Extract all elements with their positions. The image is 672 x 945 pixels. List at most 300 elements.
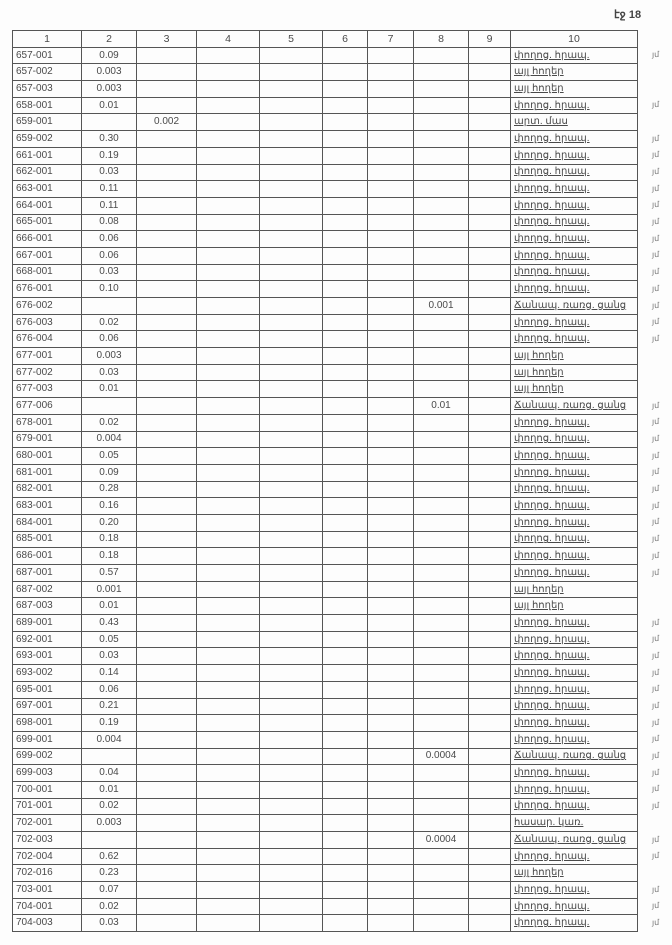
empty-cell xyxy=(323,114,368,131)
margin-mark: յմ xyxy=(652,333,660,343)
land-use: փողոց. հրապ. xyxy=(511,765,638,782)
empty-cell xyxy=(368,665,414,682)
empty-cell xyxy=(469,298,511,315)
empty-cell xyxy=(197,481,260,498)
empty-cell xyxy=(197,698,260,715)
area-col-3 xyxy=(137,47,197,64)
table-row xyxy=(13,131,638,148)
empty-cell xyxy=(197,81,260,98)
area-col-3 xyxy=(137,97,197,114)
empty-cell xyxy=(260,298,323,315)
area-col-8 xyxy=(414,281,469,298)
land-use: փողոց. հրապ. xyxy=(511,131,638,148)
empty-cell xyxy=(323,565,368,582)
empty-cell xyxy=(368,147,414,164)
table-row xyxy=(13,281,638,298)
empty-cell xyxy=(260,748,323,765)
area-col-3 xyxy=(137,915,197,932)
table-row xyxy=(13,531,638,548)
empty-cell xyxy=(323,865,368,882)
empty-cell xyxy=(469,715,511,732)
parcel-code: 693-002 xyxy=(13,665,82,682)
land-use: փողոց. հրապ. xyxy=(511,481,638,498)
area-col-8 xyxy=(414,598,469,615)
margin-mark: յմ xyxy=(652,50,660,60)
column-header: 2 xyxy=(82,31,137,48)
empty-cell xyxy=(260,364,323,381)
area-col-8 xyxy=(414,114,469,131)
empty-cell xyxy=(260,898,323,915)
empty-cell xyxy=(197,114,260,131)
area-col-3 xyxy=(137,231,197,248)
area-col-2: 0.01 xyxy=(82,781,137,798)
land-use: այլ հողեր xyxy=(511,598,638,615)
area-col-3 xyxy=(137,181,197,198)
area-col-2: 0.003 xyxy=(82,81,137,98)
land-use: հասար. կառ. xyxy=(511,815,638,832)
empty-cell xyxy=(368,231,414,248)
empty-cell xyxy=(323,748,368,765)
table-row xyxy=(13,314,638,331)
empty-cell xyxy=(197,448,260,465)
empty-cell xyxy=(197,915,260,932)
margin-mark: յմ xyxy=(652,133,660,143)
land-use: փողոց. հրապ. xyxy=(511,731,638,748)
area-col-3 xyxy=(137,731,197,748)
area-col-2: 0.10 xyxy=(82,281,137,298)
parcel-code: 658-001 xyxy=(13,97,82,114)
empty-cell xyxy=(368,631,414,648)
empty-cell xyxy=(368,164,414,181)
parcel-code: 677-001 xyxy=(13,348,82,365)
area-col-8 xyxy=(414,197,469,214)
empty-cell xyxy=(323,715,368,732)
empty-cell xyxy=(469,314,511,331)
margin-mark: յմ xyxy=(652,517,660,527)
parcel-code: 689-001 xyxy=(13,615,82,632)
empty-cell xyxy=(260,398,323,415)
area-col-3 xyxy=(137,698,197,715)
empty-cell xyxy=(368,498,414,515)
area-col-8 xyxy=(414,765,469,782)
margin-mark: յմ xyxy=(652,734,660,744)
area-col-8 xyxy=(414,81,469,98)
empty-cell xyxy=(469,364,511,381)
margin-mark: յմ xyxy=(652,701,660,710)
empty-cell xyxy=(368,798,414,815)
empty-cell xyxy=(260,665,323,682)
empty-cell xyxy=(368,47,414,64)
table-row xyxy=(13,147,638,164)
parcel-code: 699-001 xyxy=(13,731,82,748)
area-col-2: 0.06 xyxy=(82,231,137,248)
empty-cell xyxy=(469,631,511,648)
empty-cell xyxy=(323,348,368,365)
area-col-8: 0.001 xyxy=(414,298,469,315)
empty-cell xyxy=(368,81,414,98)
empty-cell xyxy=(197,298,260,315)
margin-mark: յմ xyxy=(652,200,660,210)
area-col-2: 0.14 xyxy=(82,665,137,682)
area-col-3 xyxy=(137,214,197,231)
parcel-code: 676-001 xyxy=(13,281,82,298)
area-col-2: 0.003 xyxy=(82,64,137,81)
land-use: այլ հողեր xyxy=(511,865,638,882)
area-col-3 xyxy=(137,314,197,331)
empty-cell xyxy=(197,331,260,348)
empty-cell xyxy=(469,665,511,682)
empty-cell xyxy=(260,214,323,231)
table-row xyxy=(13,765,638,782)
land-use: փողոց. հրապ. xyxy=(511,281,638,298)
area-col-8 xyxy=(414,681,469,698)
area-col-3 xyxy=(137,781,197,798)
empty-cell xyxy=(323,798,368,815)
table-row xyxy=(13,364,638,381)
area-col-8 xyxy=(414,381,469,398)
empty-cell xyxy=(197,231,260,248)
empty-cell xyxy=(260,314,323,331)
column-header: 10 xyxy=(511,31,638,48)
empty-cell xyxy=(368,865,414,882)
margin-mark: յմ xyxy=(652,667,660,677)
empty-cell xyxy=(469,531,511,548)
empty-cell xyxy=(469,181,511,198)
empty-cell xyxy=(197,548,260,565)
area-col-2: 0.21 xyxy=(82,698,137,715)
parcel-code: 685-001 xyxy=(13,531,82,548)
empty-cell xyxy=(368,581,414,598)
area-col-2: 0.01 xyxy=(82,97,137,114)
parcel-code: 687-001 xyxy=(13,565,82,582)
table-row xyxy=(13,815,638,832)
parcel-code: 684-001 xyxy=(13,514,82,531)
area-col-2: 0.09 xyxy=(82,47,137,64)
empty-cell xyxy=(197,815,260,832)
table-row xyxy=(13,348,638,365)
area-col-2 xyxy=(82,114,137,131)
table-row xyxy=(13,565,638,582)
parcel-code: 702-003 xyxy=(13,832,82,849)
empty-cell xyxy=(260,331,323,348)
area-col-3 xyxy=(137,898,197,915)
empty-cell xyxy=(260,648,323,665)
empty-cell xyxy=(368,648,414,665)
area-col-2: 0.06 xyxy=(82,681,137,698)
empty-cell xyxy=(197,414,260,431)
land-use: փողոց. հրապ. xyxy=(511,665,638,682)
empty-cell xyxy=(323,481,368,498)
empty-cell xyxy=(197,615,260,632)
empty-cell xyxy=(323,314,368,331)
area-col-2: 0.09 xyxy=(82,464,137,481)
land-use: արտ. մաս xyxy=(511,114,638,131)
area-col-8 xyxy=(414,815,469,832)
empty-cell xyxy=(323,464,368,481)
area-col-8 xyxy=(414,164,469,181)
empty-cell xyxy=(323,848,368,865)
land-use: փողոց. հրապ. xyxy=(511,181,638,198)
empty-cell xyxy=(260,915,323,932)
area-col-3 xyxy=(137,798,197,815)
empty-cell xyxy=(197,731,260,748)
parcel-code: 704-001 xyxy=(13,898,82,915)
empty-cell xyxy=(368,414,414,431)
parcel-code: 695-001 xyxy=(13,681,82,698)
land-use: փողոց. հրապ. xyxy=(511,314,638,331)
empty-cell xyxy=(323,414,368,431)
land-use: փողոց. հրապ. xyxy=(511,715,638,732)
empty-cell xyxy=(260,481,323,498)
empty-cell xyxy=(368,448,414,465)
empty-cell xyxy=(368,314,414,331)
empty-cell xyxy=(368,765,414,782)
margin-mark: յմ xyxy=(652,267,660,277)
area-col-3 xyxy=(137,281,197,298)
area-col-8 xyxy=(414,715,469,732)
area-col-8 xyxy=(414,264,469,281)
area-col-3 xyxy=(137,748,197,765)
area-col-2: 0.03 xyxy=(82,264,137,281)
empty-cell xyxy=(323,681,368,698)
area-col-8 xyxy=(414,915,469,932)
area-col-2 xyxy=(82,748,137,765)
empty-cell xyxy=(323,298,368,315)
parcel-code: 661-001 xyxy=(13,147,82,164)
area-col-8 xyxy=(414,781,469,798)
table-row xyxy=(13,331,638,348)
empty-cell xyxy=(197,147,260,164)
empty-cell xyxy=(260,464,323,481)
land-use: Ճանապ. ռառց. ցանց xyxy=(511,398,638,415)
empty-cell xyxy=(197,898,260,915)
empty-cell xyxy=(323,514,368,531)
land-use: փողոց. հրապ. xyxy=(511,798,638,815)
table-row xyxy=(13,431,638,448)
table-row xyxy=(13,464,638,481)
column-header: 6 xyxy=(323,31,368,48)
empty-cell xyxy=(197,865,260,882)
empty-cell xyxy=(197,214,260,231)
area-col-3 xyxy=(137,431,197,448)
empty-cell xyxy=(197,848,260,865)
parcel-code: 704-003 xyxy=(13,915,82,932)
empty-cell xyxy=(469,381,511,398)
empty-cell xyxy=(368,715,414,732)
empty-cell xyxy=(260,264,323,281)
empty-cell xyxy=(323,97,368,114)
margin-mark: յմ xyxy=(652,233,660,243)
area-col-3 xyxy=(137,631,197,648)
area-col-8 xyxy=(414,314,469,331)
empty-cell xyxy=(368,531,414,548)
area-col-3 xyxy=(137,64,197,81)
empty-cell xyxy=(260,765,323,782)
parcel-code: 657-002 xyxy=(13,64,82,81)
parcel-code: 693-001 xyxy=(13,648,82,665)
margin-mark: յմ xyxy=(652,400,660,410)
table-row xyxy=(13,748,638,765)
area-col-8 xyxy=(414,481,469,498)
empty-cell xyxy=(323,548,368,565)
parcel-code: 702-004 xyxy=(13,848,82,865)
table-row xyxy=(13,548,638,565)
land-use: Ճանապ. ռառց. ցանց xyxy=(511,298,638,315)
empty-cell xyxy=(197,565,260,582)
empty-cell xyxy=(197,715,260,732)
area-col-2: 0.18 xyxy=(82,531,137,548)
area-col-8 xyxy=(414,548,469,565)
table-row xyxy=(13,832,638,849)
margin-mark: յմ xyxy=(652,550,660,560)
parcel-code: 702-016 xyxy=(13,865,82,882)
land-use: Ճանապ. ռառց. ցանց xyxy=(511,748,638,765)
empty-cell xyxy=(260,247,323,264)
area-col-2: 0.02 xyxy=(82,798,137,815)
empty-cell xyxy=(368,331,414,348)
empty-cell xyxy=(368,815,414,832)
empty-cell xyxy=(260,598,323,615)
area-col-8 xyxy=(414,364,469,381)
area-col-3 xyxy=(137,882,197,899)
parcel-code: 677-006 xyxy=(13,398,82,415)
empty-cell xyxy=(323,131,368,148)
empty-cell xyxy=(197,631,260,648)
margin-mark: յմ xyxy=(652,183,660,193)
empty-cell xyxy=(469,765,511,782)
area-col-3 xyxy=(137,565,197,582)
land-register-table xyxy=(12,30,638,932)
margin-mark: յմ xyxy=(652,751,660,761)
empty-cell xyxy=(260,498,323,515)
empty-cell xyxy=(197,514,260,531)
area-col-8 xyxy=(414,214,469,231)
empty-cell xyxy=(368,214,414,231)
area-col-8 xyxy=(414,865,469,882)
land-use: փողոց. հրապ. xyxy=(511,848,638,865)
area-col-8: 0.0004 xyxy=(414,832,469,849)
area-col-8 xyxy=(414,631,469,648)
area-col-2: 0.19 xyxy=(82,715,137,732)
parcel-code: 692-001 xyxy=(13,631,82,648)
empty-cell xyxy=(197,181,260,198)
empty-cell xyxy=(469,164,511,181)
empty-cell xyxy=(323,598,368,615)
area-col-2: 0.003 xyxy=(82,348,137,365)
area-col-2: 0.02 xyxy=(82,314,137,331)
empty-cell xyxy=(368,298,414,315)
empty-cell xyxy=(368,565,414,582)
area-col-8 xyxy=(414,147,469,164)
margin-mark: յմ xyxy=(652,767,660,777)
table-row xyxy=(13,214,638,231)
margin-mark: յմ xyxy=(652,884,660,894)
empty-cell xyxy=(323,81,368,98)
margin-mark: յմ xyxy=(652,417,660,427)
empty-cell xyxy=(469,748,511,765)
column-header: 7 xyxy=(368,31,414,48)
land-use: այլ հողեր xyxy=(511,348,638,365)
empty-cell xyxy=(197,781,260,798)
margin-mark: յմ xyxy=(652,450,660,460)
empty-cell xyxy=(469,581,511,598)
table-row xyxy=(13,498,638,515)
area-col-3 xyxy=(137,648,197,665)
empty-cell xyxy=(368,197,414,214)
parcel-code: 683-001 xyxy=(13,498,82,515)
area-col-8 xyxy=(414,247,469,264)
table-row xyxy=(13,514,638,531)
area-col-3 xyxy=(137,498,197,515)
area-col-3 xyxy=(137,364,197,381)
land-use: փողոց. հրապ. xyxy=(511,882,638,899)
empty-cell xyxy=(368,114,414,131)
table-row xyxy=(13,414,638,431)
empty-cell xyxy=(323,631,368,648)
area-col-8 xyxy=(414,665,469,682)
area-col-2: 0.02 xyxy=(82,414,137,431)
margin-mark: յմ xyxy=(652,283,660,293)
table-row xyxy=(13,731,638,748)
empty-cell xyxy=(260,114,323,131)
table-row xyxy=(13,264,638,281)
margin-mark: յմ xyxy=(652,150,660,160)
area-col-3 xyxy=(137,815,197,832)
area-col-2 xyxy=(82,832,137,849)
empty-cell xyxy=(197,598,260,615)
area-col-8 xyxy=(414,615,469,632)
empty-cell xyxy=(469,231,511,248)
area-col-2: 0.03 xyxy=(82,915,137,932)
area-col-2: 0.03 xyxy=(82,648,137,665)
empty-cell xyxy=(469,97,511,114)
empty-cell xyxy=(197,832,260,849)
parcel-code: 680-001 xyxy=(13,448,82,465)
area-col-2: 0.01 xyxy=(82,381,137,398)
empty-cell xyxy=(469,431,511,448)
margin-mark: յմ xyxy=(652,434,660,443)
empty-cell xyxy=(323,731,368,748)
area-col-2: 0.07 xyxy=(82,882,137,899)
land-use: փողոց. հրապ. xyxy=(511,164,638,181)
area-col-2: 0.06 xyxy=(82,331,137,348)
area-col-8 xyxy=(414,581,469,598)
margin-mark: յմ xyxy=(652,534,660,544)
land-use: փողոց. հրապ. xyxy=(511,514,638,531)
parcel-code: 676-004 xyxy=(13,331,82,348)
margin-mark: յմ xyxy=(652,250,660,260)
empty-cell xyxy=(368,731,414,748)
empty-cell xyxy=(469,498,511,515)
empty-cell xyxy=(260,348,323,365)
area-col-8: 0.0004 xyxy=(414,748,469,765)
area-col-3 xyxy=(137,464,197,481)
empty-cell xyxy=(197,164,260,181)
area-col-2: 0.04 xyxy=(82,765,137,782)
area-col-8 xyxy=(414,698,469,715)
parcel-code: 659-002 xyxy=(13,131,82,148)
area-col-8 xyxy=(414,348,469,365)
area-col-2: 0.19 xyxy=(82,147,137,164)
area-col-8 xyxy=(414,47,469,64)
empty-cell xyxy=(323,331,368,348)
area-col-3 xyxy=(137,348,197,365)
empty-cell xyxy=(197,681,260,698)
empty-cell xyxy=(368,464,414,481)
empty-cell xyxy=(368,264,414,281)
area-col-8 xyxy=(414,798,469,815)
area-col-8 xyxy=(414,414,469,431)
